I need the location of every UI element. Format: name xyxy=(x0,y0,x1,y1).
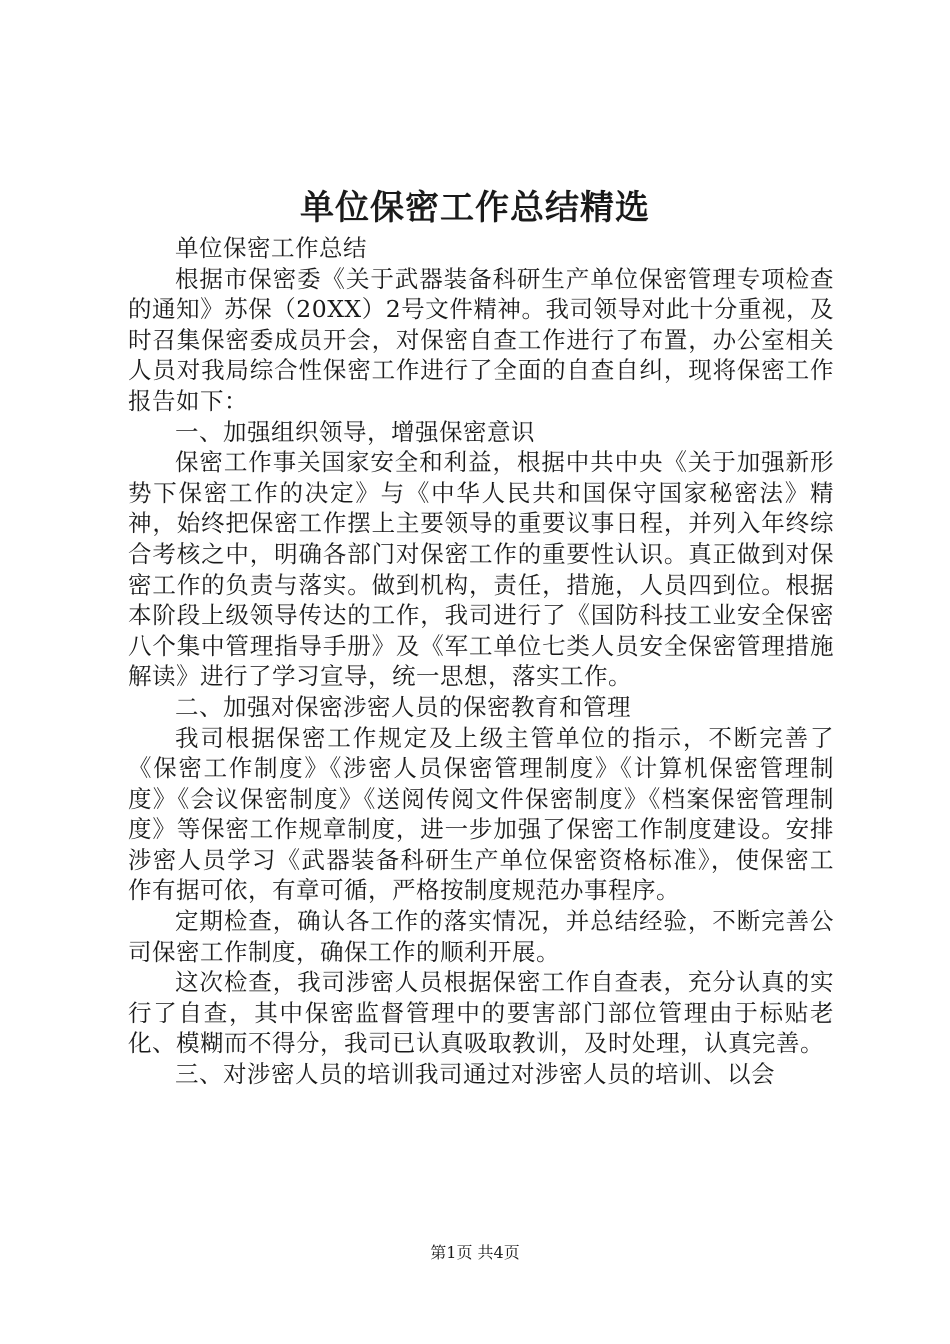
section-heading: 一、加强组织领导，增强保密意识 xyxy=(175,417,535,446)
document-title: 单位保密工作总结精选 xyxy=(300,188,650,228)
body-paragraph: 保密工作事关国家安全和利益，根据中共中央《关于加强新形势下保密工作的决定》与《中华人民共和国保守国家秘密法》精神，始终把保密工作摆上主要领导的重要议事日程，并列入年终综合考核之中，明确各部门对保密工作的重要性认识。真正做到对保密工作的负责与落实。做到机构，责任，措施，人员四到位。根据本阶段上级领导传达的工作，我司进行了《国防科技工业安全保密八个集中管理指导手册》及《军工单位七类人员安全保密管理措施解读》进行了学习宣导，统一思想，落实工作。 xyxy=(128,448,834,691)
body-paragraph: 三、对涉密人员的培训我司通过对涉密人员的培训、以会 xyxy=(175,1060,775,1089)
document-body xyxy=(128,233,834,1090)
page-footer: 第1页 共4页 xyxy=(430,1243,520,1262)
body-paragraph: 我司根据保密工作规定及上级主管单位的指示，不断完善了《保密工作制度》《涉密人员保密管理制度》《计算机保密管理制度》《会议保密制度》《送阅传阅文件保密制度》《档案保密管理制度》等保密工作规章制度，进一步加强了保密工作制度建设。安排涉密人员学习《武器装备科研生产单位保密资格标准》，使保密工作有据可依，有章可循，严格按制度规范办事程序。 xyxy=(128,723,834,905)
section-heading: 二、加强对保密涉密人员的保密教育和管理 xyxy=(175,692,631,721)
body-paragraph: 这次检查，我司涉密人员根据保密工作自查表，充分认真的实行了自查，其中保密监督管理中的要害部门部位管理由于标贴老化、模糊而不得分，我司已认真吸取教训，及时处理，认真完善。 xyxy=(128,968,834,1058)
body-paragraph: 定期检查，确认各工作的落实情况，并总结经验，不断完善公司保密工作制度，确保工作的顺利开展。 xyxy=(128,907,834,966)
body-paragraph: 根据市保密委《关于武器装备科研生产单位保密管理专项检查的通知》苏保（20XX）2号文件精神。我司领导对此十分重视，及时召集保密委成员开会，对保密自查工作进行了布置，办公室相关人员对我局综合性保密工作进行了全面的自查自纠，现将保密工作报告如下： xyxy=(128,264,834,415)
subtitle-paragraph: 单位保密工作总结 xyxy=(175,234,367,262)
